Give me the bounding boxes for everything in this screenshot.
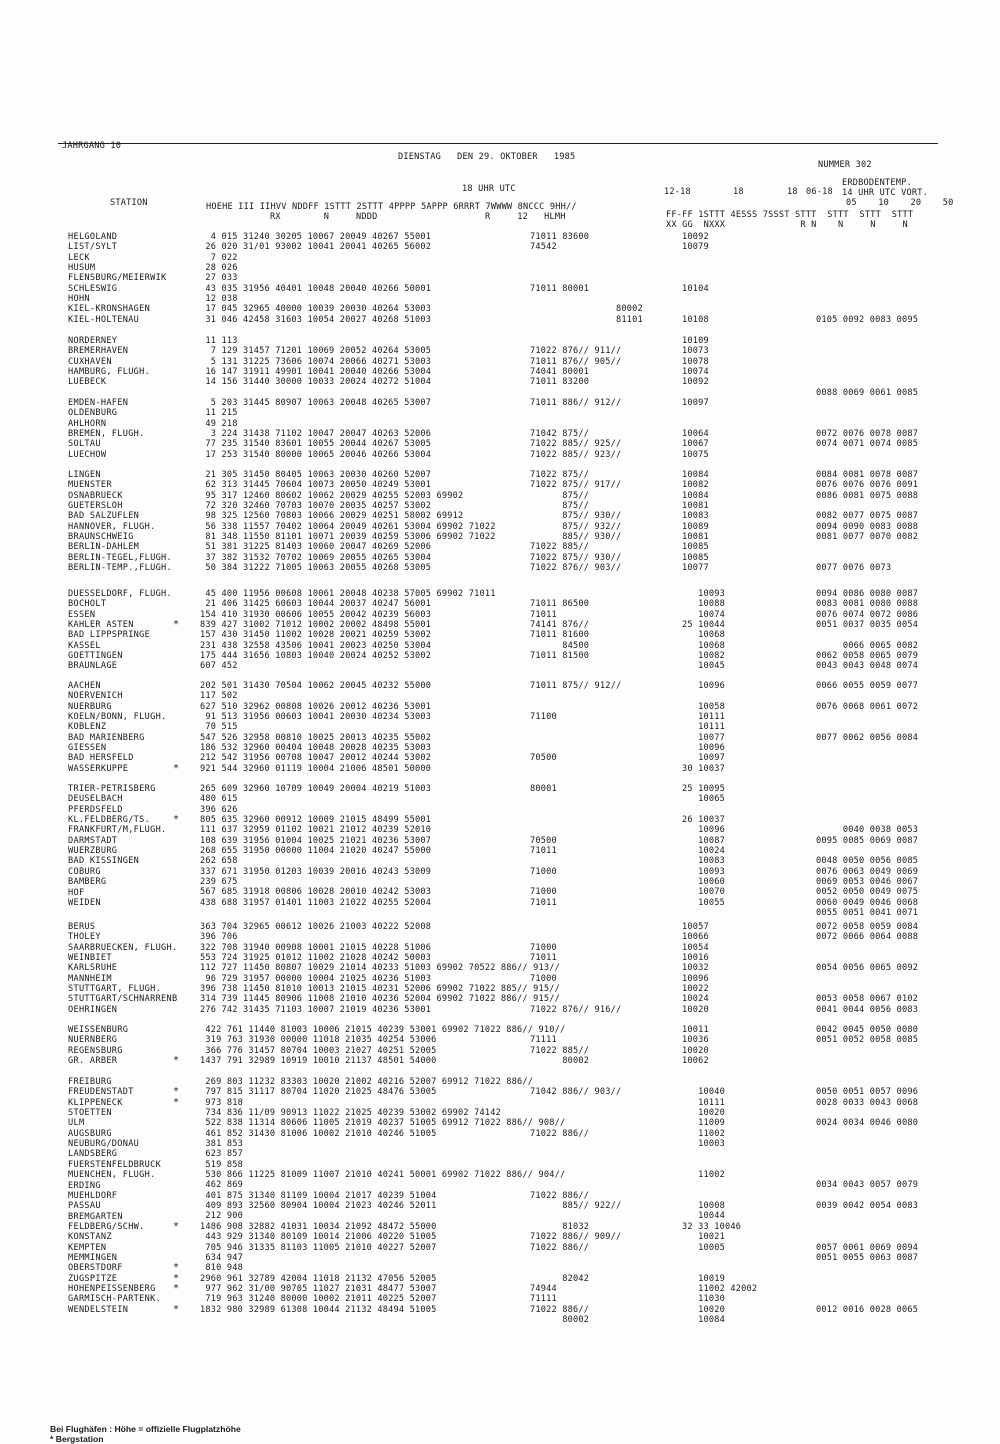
- station-name: LECK: [68, 252, 90, 263]
- extreme-values-data: 10092 10079 10104 10108: [682, 232, 709, 325]
- station-name: TRIER-PETRISBERG: [68, 784, 156, 794]
- mountain-station-marker: *: [173, 814, 180, 826]
- station-observation-data: 422 761 11440 81003 10006 21015 40239 53001 69902 71022 886// 910// 319 763 31930 00000 11018 21035 40254 53006 366 776 31457 80704 10003 21027 40251 52005 1437 791 32989 10919 10010 21137 48501 54000: [200, 1025, 566, 1067]
- station-observation-data: 265 609 32960 10709 10049 20004 40219 51003 480 615 396 626 805 635 32960 00912 10009 21015 48499 55001 111 637 32959 01102 10021 21012 40239 52010 108 639 31956 01004 10025 21021 40236 53007 268 655 31950 00000 11004 21020 40247 55000 262 658 337 671 31950 01203 10039 20016 40243 53009 239 675 567 685 31918 00806 10028 20010 40242 53003 438 688 31957 01401 11003 21022 40255 52004: [200, 784, 432, 908]
- station-name: FREIBURG: [68, 1077, 112, 1087]
- station-name: WENDELSTEIN: [68, 1304, 129, 1315]
- extreme-values-data: 10093 10088 10074 25 10044 10068 10068 10082 10045: [682, 589, 725, 672]
- volume-label: JAHRGANG 10: [62, 141, 122, 151]
- station-name: EMDEN-HAFEN: [68, 398, 129, 408]
- station-name: NUERBURG: [68, 701, 112, 712]
- station-name: HAMBURG, FLUGH.: [68, 367, 151, 378]
- station-name: MANNHEIM: [68, 973, 112, 984]
- station-name: GIESSEN: [68, 743, 107, 754]
- station-name: WEIDEN: [68, 897, 101, 908]
- station-name: THOLEY: [68, 932, 101, 943]
- station-name: BAD MARIENBERG: [68, 732, 145, 743]
- station-name: LINGEN: [68, 470, 101, 480]
- station-name: GARMISCH-PARTENK.: [68, 1294, 162, 1305]
- station-name: AACHEN: [68, 681, 101, 691]
- station-name: GUETERSLOH: [68, 501, 123, 512]
- station-name: ULM: [68, 1118, 85, 1129]
- station-name: SOLTAU: [68, 439, 101, 450]
- mountain-station-marker: *: [173, 1272, 180, 1284]
- mountain-station-marker: *: [173, 1055, 180, 1067]
- period-12-18: 12-18: [664, 187, 691, 197]
- station-name: OEHRINGEN: [68, 1004, 118, 1015]
- station-name: ZUGSPITZE: [68, 1273, 118, 1284]
- station-name: BREMEN, FLUGH.: [68, 429, 145, 440]
- weather-code-data: 71011 875// 912// 71100 70500: [530, 681, 622, 764]
- soil-depths: 05 10 20 50: [846, 198, 954, 208]
- mountain-station-marker: *: [173, 1262, 180, 1274]
- station-observation-data: 11 113 7 129 31457 71201 10069 20052 40264 53005 5 131 31225 73606 10074 20066 40271 53003 16 147 31911 49901 10041 20040 40266 53004 14 156 31440 30000 10033 20024 40272 51004: [205, 336, 432, 388]
- station-name: HANNOVER, FLUGH.: [68, 521, 156, 532]
- code-columns-sub: RX N NDDD R 12 HLMH: [270, 212, 566, 222]
- station-observation-data: 21 305 31450 80405 10063 20030 40260 52007 62 313 31445 70604 10073 20050 40249 53001 95 317 12460 80602 10062 20029 40255 52003 69902 72 320 32460 70703 10070 20035 40257 53002 98 325 12560 70803 10066 20029 40251 58002 69912 56 338 11557 70402 10064 20049 40261 53004 69902 71022 81 348 11550 81101 10071 20039 40259 53006 69902 71022 51 381 31225 81403 10060 20047 40269 52006 37 382 31532 70702 10069 20055 40265 53004 50 384 31222 71005 10063 20055 40268 53005: [205, 470, 496, 574]
- period-06-18: 06-18: [806, 187, 833, 197]
- station-column-label: STATION: [110, 198, 148, 208]
- soil-time-heading: 14 UHR UTC VORT.: [842, 188, 928, 198]
- station-name: MUENCHEN, FLUGH.: [68, 1170, 156, 1181]
- station-name: BAD KISSINGEN: [68, 856, 140, 867]
- station-name: CUXHAVEN: [68, 356, 112, 367]
- station-name: PASSAU: [68, 1201, 101, 1212]
- station-name: WASSERKUPPE: [68, 763, 129, 774]
- weather-code-data: 71022 875// 71022 875// 917// 875// 875// 875// 930// 875// 932// 885// 930// 71022 885// 71022 875// 930// 71022 876// 903//: [530, 470, 622, 574]
- extreme-values-data: 10096 10058 10111 10111 10077 10096 10097 30 10037: [682, 681, 725, 774]
- mountain-station-marker: *: [173, 1303, 180, 1315]
- station-name: FLENSBURG/MEIERWIK: [68, 273, 167, 284]
- station-observation-data: 4 015 31240 30205 10067 20049 40267 55001 26 020 31/01 93002 10041 20041 40265 56002 7 022 28 026 27 033 43 035 31956 40401 10048 20040 40266 50001 12 038 17 045 32965 40000 10039 20030 40264 53003 31 046 42458 31603 10054 20027 40268 51003: [205, 232, 432, 325]
- station-name: MEMMINGEN: [68, 1252, 118, 1263]
- station-name: BAD LIPPSPRINGE: [68, 630, 151, 641]
- soil-temperature-data: 0105 0092 0083 0095: [816, 314, 919, 325]
- footnote-mountain: * Bergstation: [50, 1434, 104, 1444]
- station-name: BAMBERG: [68, 877, 107, 888]
- station-name: NOERVENICH: [68, 691, 123, 702]
- station-name: BOCHOLT: [68, 599, 107, 610]
- station-name: KOBLENZ: [68, 722, 107, 733]
- station-name: BREMGARTEN: [68, 1211, 123, 1222]
- footnote-airport: Bei Flughäfen : Höhe = offizielle Flugplatzhöhe: [50, 1424, 241, 1434]
- station-name: HOHENPEISSENBERG: [68, 1284, 156, 1294]
- station-name: BERLIN-DAHLEM: [68, 542, 140, 553]
- station-name: NUERNBERG: [68, 1035, 118, 1046]
- station-name: COBURG: [68, 866, 101, 877]
- soil-temperature-data: 0042 0045 0050 0080 0051 0052 0058 0085: [816, 1025, 919, 1046]
- extreme-values-data: 25 10095 10065 26 10037 10096 10087 10024 10083 10093 10060 10070 10055: [682, 784, 725, 908]
- station-name: SCHLESWIG: [68, 283, 118, 294]
- code-columns-ff-sub: XX GG NXXX R N N N N: [666, 220, 908, 230]
- station-name: STUTTGART/SCHNARRENB: [68, 994, 178, 1005]
- station-name: WEISSENBURG: [68, 1025, 129, 1035]
- station-name: KL.FELDBERG/TS.: [68, 815, 151, 826]
- station-name: BRAUNLAGE: [68, 661, 118, 672]
- weather-code-data: 80001 70500 71011 71000 71000 71011: [530, 784, 557, 908]
- station-name: DARMSTADT: [68, 835, 118, 846]
- station-name: GOETTINGEN: [68, 651, 123, 662]
- station-name: NORDERNEY: [68, 336, 118, 346]
- soil-temperature-data: 0072 0058 0059 0084 0072 0066 0064 0088 0054 0056 0065 0092 0053 0058 0067 0102 0041 0044 0056 0083: [816, 922, 919, 1015]
- station-name: KARLSRUHE: [68, 963, 118, 974]
- station-name: BRAUNSCHWEIG: [68, 532, 134, 543]
- station-observation-data: 45 400 11956 00608 10061 20048 40238 57005 69902 71011 21 406 31425 60603 10044 20037 40247 56001 154 410 31930 00606 10055 20042 40239 56003 839 427 31002 71012 10002 20002 48498 55001 157 430 31450 11002 10028 20021 40259 53002 231 438 32558 43506 10041 20023 40250 53004 175 444 31656 10803 10040 20024 40252 53002 607 452: [200, 589, 496, 672]
- weather-code-data: 71011 83600 74542 71011 80001 80002 81101: [530, 232, 643, 325]
- soil-temperature-data: 0084 0081 0078 0087 0076 0076 0076 0091 0086 0081 0075 0088 0082 0077 0075 0087 0094 0090 0083 0088 0081 0077 0070 0082 0077 0076 0073: [816, 470, 919, 574]
- extreme-values-data: 10097 10064 10067 10075: [682, 398, 709, 460]
- report-number: NUMMER 302: [818, 160, 872, 170]
- soil-temperature-data: 0040 0038 0053 0095 0085 0069 0087 0048 0050 0056 0085 0076 0063 0049 0069 0069 0053 0046 0067 0052 0050 0049 0075 0060 0049 0046 0068 0055 0051 0041 0071: [816, 825, 919, 919]
- station-name: WUERZBURG: [68, 846, 118, 857]
- station-name: FELDBERG/SCHW.: [68, 1221, 145, 1232]
- station-name: OLDENBURG: [68, 408, 118, 419]
- station-name: FREUDENSTADT: [68, 1087, 134, 1098]
- station-name: LANDSBERG: [68, 1149, 118, 1160]
- mountain-station-marker: *: [173, 1220, 180, 1232]
- station-name: HELGOLAND: [68, 232, 118, 242]
- station-name: HOF: [68, 887, 85, 898]
- soil-temperature-data: 0050 0051 0057 0096 0028 0033 0043 0068 0024 0034 0046 0080 0034 0043 0057 0079 0039 0042 0054 0083 0057 0061 0069 0094 0051 0055 0063 0087 0012 0016 0028 0065: [816, 1087, 919, 1315]
- station-name: PFERDSFELD: [68, 804, 123, 815]
- mountain-station-marker: *: [173, 1096, 180, 1108]
- station-name: KIEL-KRONSHAGEN: [68, 304, 151, 315]
- station-name: LUEBECK: [68, 377, 107, 388]
- soil-temperature-data: 0094 0086 0080 0087 0083 0081 0080 0088 0076 0074 0072 0086 0051 0037 0035 0054 0066 0065 0082 0062 0058 0065 0079 0043 0043 0048 0074: [816, 589, 919, 672]
- station-name: FUERSTENFELDBRUCK: [68, 1159, 162, 1170]
- extreme-values-data: 10011 10036 10020 10062: [682, 1025, 709, 1067]
- period-18b: 18: [787, 187, 798, 197]
- mountain-station-marker: *: [173, 1086, 180, 1098]
- soil-temperature-data: 0088 0069 0061 0085: [816, 387, 919, 398]
- code-columns-main: HOEHE III IIHVV NDDFF 1STTT 2STTT 4PPPP 5APPP 6RRRT 7WWWW 8NCCC 9HH//: [206, 202, 577, 212]
- weather-code-data: 71011 86500 71011 74141 876// 71011 81600 84500 71011 81500: [530, 599, 590, 662]
- station-observation-data: 202 501 31430 70504 10062 20045 40232 55000 117 502 627 510 32962 00808 10026 20012 40236 53001 91 513 31956 00603 10041 20030 40234 53003 70 515 547 526 32958 00810 10025 20013 40235 55002 186 532 32960 00404 10048 20028 40235 53003 212 542 31956 00708 10047 20012 40244 53002 921 544 32960 01119 10004 21006 48501 50000: [200, 681, 432, 774]
- station-name: BAD SALZUFLEN: [68, 511, 140, 522]
- station-name: DUESSELDORF, FLUGH.: [68, 589, 173, 599]
- extreme-values-data: 10040 10111 10020 11009 11002 10003 11002 10008 10044 32 33 10046 10021 10005 10019 11002 42002 11030 10020 10084: [682, 1087, 758, 1325]
- soil-temperature-data: 0066 0055 0059 0077 0076 0068 0061 0072 0077 0062 0056 0084: [816, 681, 919, 743]
- station-name: KEMPTEN: [68, 1242, 107, 1253]
- station-name: BREMERHAVEN: [68, 346, 129, 357]
- code-columns-ff: FF-FF 1STTT 4ESSS 7SSST STTT STTT STTT STTT: [666, 210, 914, 220]
- period-18a: 18: [733, 187, 744, 197]
- extreme-values-data: 10084 10082 10084 10081 10083 10089 10081 10085 10085 10077: [682, 470, 709, 574]
- mountain-station-marker: *: [173, 619, 180, 631]
- station-name: STUTTGART, FLUGH.: [68, 984, 162, 995]
- weather-code-data: 71000 71011 71000 71022 876// 916//: [530, 942, 622, 1015]
- station-name: HOHN: [68, 294, 90, 305]
- station-name: NEUBURG/DONAU: [68, 1139, 140, 1150]
- station-observation-data: 363 704 32965 00612 10026 21003 40222 52008 396 706 322 708 31940 00908 10001 21015 40228 51006 553 724 31925 01012 11002 21028 40242 50003 112 727 11450 80807 10029 21014 40233 51003 69902 70522 886// 913// 96 729 31957 00000 10004 21025 40236 51003 396 738 11450 81010 10013 21015 40231 52006 69902 71022 885// 915// 314 739 11445 80906 11008 21010 40236 52004 69902 71022 886// 915// 276 742 31435 71103 10007 21019 40236 53001: [200, 922, 561, 1015]
- station-name: KAHLER ASTEN: [68, 620, 134, 631]
- station-name: MUENSTER: [68, 480, 112, 491]
- mountain-station-marker: *: [173, 1283, 180, 1294]
- extreme-values-data: 10109 10073 10078 10074 10092: [682, 336, 709, 388]
- station-name: AUGSBURG: [68, 1128, 112, 1139]
- station-name: SAARBRUECKEN, FLUGH.: [68, 942, 178, 953]
- station-name: HUSUM: [68, 263, 96, 274]
- station-name: KASSEL: [68, 640, 101, 651]
- station-name: BERUS: [68, 922, 96, 932]
- station-name: ERDING: [68, 1180, 101, 1191]
- soil-temp-heading: ERDBODENTEMP.: [842, 178, 912, 188]
- station-name: WEINBIET: [68, 953, 112, 964]
- station-name: KOELN/BONN, FLUGH.: [68, 712, 167, 723]
- station-name: AHLHORN: [68, 418, 107, 429]
- extreme-values-data: 10057 10066 10054 10016 10032 10096 10022 10024 10020: [682, 922, 709, 1015]
- station-observation-data: 5 203 31445 80907 10063 20048 40265 53007 11 215 49 218 3 224 31438 71102 10047 20047 40263 52006 77 235 31540 83601 10055 20044 40267 53005 17 253 31540 80000 10065 20046 40266 53004: [205, 398, 432, 460]
- station-name: OSNABRUECK: [68, 490, 123, 501]
- station-name: BAD HERSFELD: [68, 753, 134, 764]
- station-name: GR. ARBER: [68, 1056, 118, 1067]
- station-name: LIST/SYLT: [68, 242, 118, 253]
- utc-time-heading: 18 UHR UTC: [462, 184, 516, 194]
- station-name: KIEL-HOLTENAU: [68, 314, 140, 325]
- station-name: DEUSELBACH: [68, 794, 123, 805]
- station-name: KONSTANZ: [68, 1232, 112, 1243]
- weather-code-data: 71111 71022 885// 80002: [530, 1035, 590, 1067]
- weather-code-data: 71042 886// 903// 71022 886// 71022 886// 885// 922// 81032 71022 886// 909// 71022 886// 82042 74944 71111 71022 886// 80002: [530, 1087, 622, 1325]
- station-name: OBERSTDORF: [68, 1263, 123, 1274]
- weather-code-data: 71022 876// 911// 71011 876// 905// 74041 80001 71011 83200: [530, 346, 622, 388]
- station-name: LUECHOW: [68, 449, 107, 460]
- report-date: DIENSTAG DEN 29. OKTOBER 1985: [398, 152, 576, 162]
- mountain-station-marker: *: [173, 762, 180, 774]
- station-name: BERLIN-TEMP.,FLUGH.: [68, 563, 173, 574]
- weather-code-data: 71011 886// 912// 71042 875// 71022 885// 925// 71022 885// 923//: [530, 398, 622, 460]
- station-name: BERLIN-TEGEL,FLUGH.: [68, 552, 173, 563]
- station-name: REGENSBURG: [68, 1045, 123, 1056]
- station-name: MUEHLDORF: [68, 1190, 118, 1201]
- station-name: STOETTEN: [68, 1108, 112, 1119]
- station-name: KLIPPENECK: [68, 1097, 123, 1108]
- station-observation-data: 269 803 11232 83303 10020 21002 40216 52007 69912 71022 886// 797 815 31117 80704 11020 21025 48476 53005 973 818 734 836 11/09 90913 11022 21025 40239 53002 69902 74142 522 838 11314 80606 11005 21019 40237 51005 69912 71022 886// 908// 461 852 31430 81006 10002 21010 40246 51005 381 853 623 857 519 858 530 866 11225 81009 11007 21010 40241 50001 69902 71022 886// 904// 462 869 401 875 31340 81109 10004 21017 40239 51004 409 893 32560 80904 10004 21023 40246 52011 212 900 1486 908 32882 41031 10034 21092 48472 55000 443 929 31340 80109 10014 21006 40220 51005 705 946 31335 81103 11005 21010 40227 52007 634 947 810 948 2960 961 32789 42004 11018 21132 47056 52005 977 962 31/00 90705 11027 21031 48477 53007 719 963 31240 80000 10002 21011 40225 52007 1832 980 32989 61308 10044 21132 48494 51005: [200, 1077, 566, 1315]
- station-name: FRANKFURT/M,FLUGH.: [68, 825, 167, 836]
- soil-temperature-data: 0072 0076 0078 0087 0074 0071 0074 0085: [816, 429, 919, 450]
- station-name: ESSEN: [68, 609, 96, 620]
